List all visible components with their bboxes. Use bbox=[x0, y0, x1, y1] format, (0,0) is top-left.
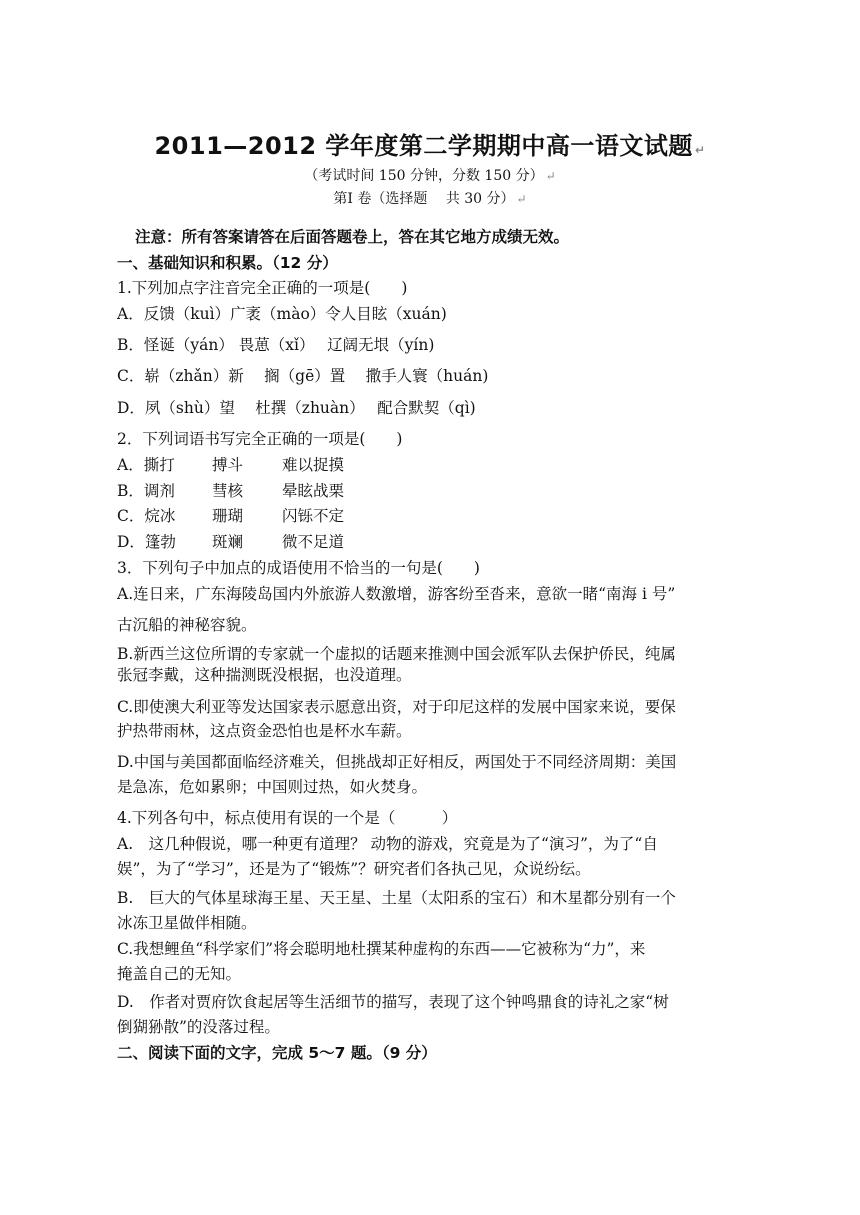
q3-line: 护热带雨林，这点资金恐怕也是杯水车薪。 bbox=[117, 722, 412, 740]
q1-option-d: D．夙（shù）望 杜撰（zhuàn） 配合默契（qì) bbox=[117, 399, 476, 417]
q1-option-b: B．怪诞（yán） 畏葸（xǐ） 辽阔无垠（yín) bbox=[117, 336, 435, 354]
q3-line: 古沉船的神秘容貌。 bbox=[117, 616, 257, 634]
q2-option-c: C．烷冰 珊瑚 闪铄不定 bbox=[117, 507, 345, 525]
q1-stem: 1.下列加点字注音完全正确的一项是( ) bbox=[117, 279, 408, 297]
q3-stem: 3．下列句子中加点的成语使用不恰当的一句是( ) bbox=[117, 559, 480, 577]
q3-line: 张冠李戴，这种揣测既没根据，也没道理。 bbox=[117, 666, 412, 684]
q2-option-a: A．撕打 搏斗 难以捉摸 bbox=[117, 456, 345, 474]
q3-line: C.即使澳大利亚等发达国家表示愿意出资，对于印尼这样的发展中国家来说，要保 bbox=[117, 698, 676, 716]
section1-heading: 一、基础知识和积累。（12 分） bbox=[117, 254, 338, 272]
notice: 注意：所有答案请答在后面答题卷上，答在其它地方成绩无效。 bbox=[135, 228, 570, 246]
q4-line: 掩盖自己的无知。 bbox=[117, 965, 242, 983]
return-mark: ↵ bbox=[516, 192, 527, 206]
q4-stem: 4.下列各句中，标点使用有误的一个是（ ） bbox=[117, 809, 458, 827]
exam-title: 2011—2012 学年度第二学期期中高一语文试题 ↵ bbox=[154, 132, 706, 160]
section2-heading: 二、阅读下面的文字，完成 5～7 题。（9 分） bbox=[117, 1044, 437, 1062]
q4-line: B. 巨大的气体星球海王星、天王星、土星（太阳系的宝石）和木星都分别有一个 bbox=[117, 889, 676, 907]
q4-line: 娱”，为了“学习”，还是为了“锻炼”？研究者们各执己见，众说纷纭。 bbox=[117, 860, 591, 878]
q2-stem: 2．下列词语书写完全正确的一项是( ) bbox=[117, 430, 403, 448]
q4-line: 冰冻卫星做伴相随。 bbox=[117, 914, 257, 932]
exam-info: （考试时间 150 分钟，分数 150 分） ↵ bbox=[304, 168, 556, 184]
q1-option-c: C．崭（zhǎn）新 搁（gē）置 撒手人寰（huán) bbox=[117, 367, 489, 385]
q4-line: D. 作者对贾府饮食起居等生活细节的描写，表现了这个钟鸣鼎食的诗礼之家“树 bbox=[117, 993, 669, 1011]
return-mark: ↵ bbox=[694, 143, 706, 157]
q4-line: A. 这几种假说，哪一种更有道理？ 动物的游戏，究竟是为了“演习”，为了“自 bbox=[117, 835, 658, 853]
q4-line: 倒猢狲散”的没落过程。 bbox=[117, 1018, 280, 1036]
q3-line: D.中国与美国都面临经济难关，但挑战却正好相反，两国处于不同经济周期：美国 bbox=[117, 753, 677, 771]
q3-line: A.连日来，广东海陵岛国内外旅游人数激增，游客纷至沓来，意欲一睹“南海 i 号” bbox=[117, 585, 676, 603]
volume-label: 第Ⅰ 卷（选择题 共 30 分） ↵ bbox=[333, 191, 527, 207]
q1-option-a: A．反馈（kuì）广袤（mào）令人目眩（xuán) bbox=[117, 305, 447, 323]
q3-line: 是急冻，危如累卵；中国则过热，如火焚身。 bbox=[117, 778, 428, 796]
q2-option-b: B．调剂 彗核 晕眩战栗 bbox=[117, 482, 345, 500]
q2-option-d: D．篷勃 斑斓 微不足道 bbox=[117, 533, 345, 551]
q4-line: C.我想鲤鱼“科学家们”将会聪明地杜撰某种虚构的东西——它被称为“力”，来 bbox=[117, 940, 646, 958]
q3-line: B.新西兰这位所谓的专家就一个虚拟的话题来推测中国会派军队去保护侨民，纯属 bbox=[117, 645, 676, 663]
return-mark: ↵ bbox=[545, 169, 556, 183]
